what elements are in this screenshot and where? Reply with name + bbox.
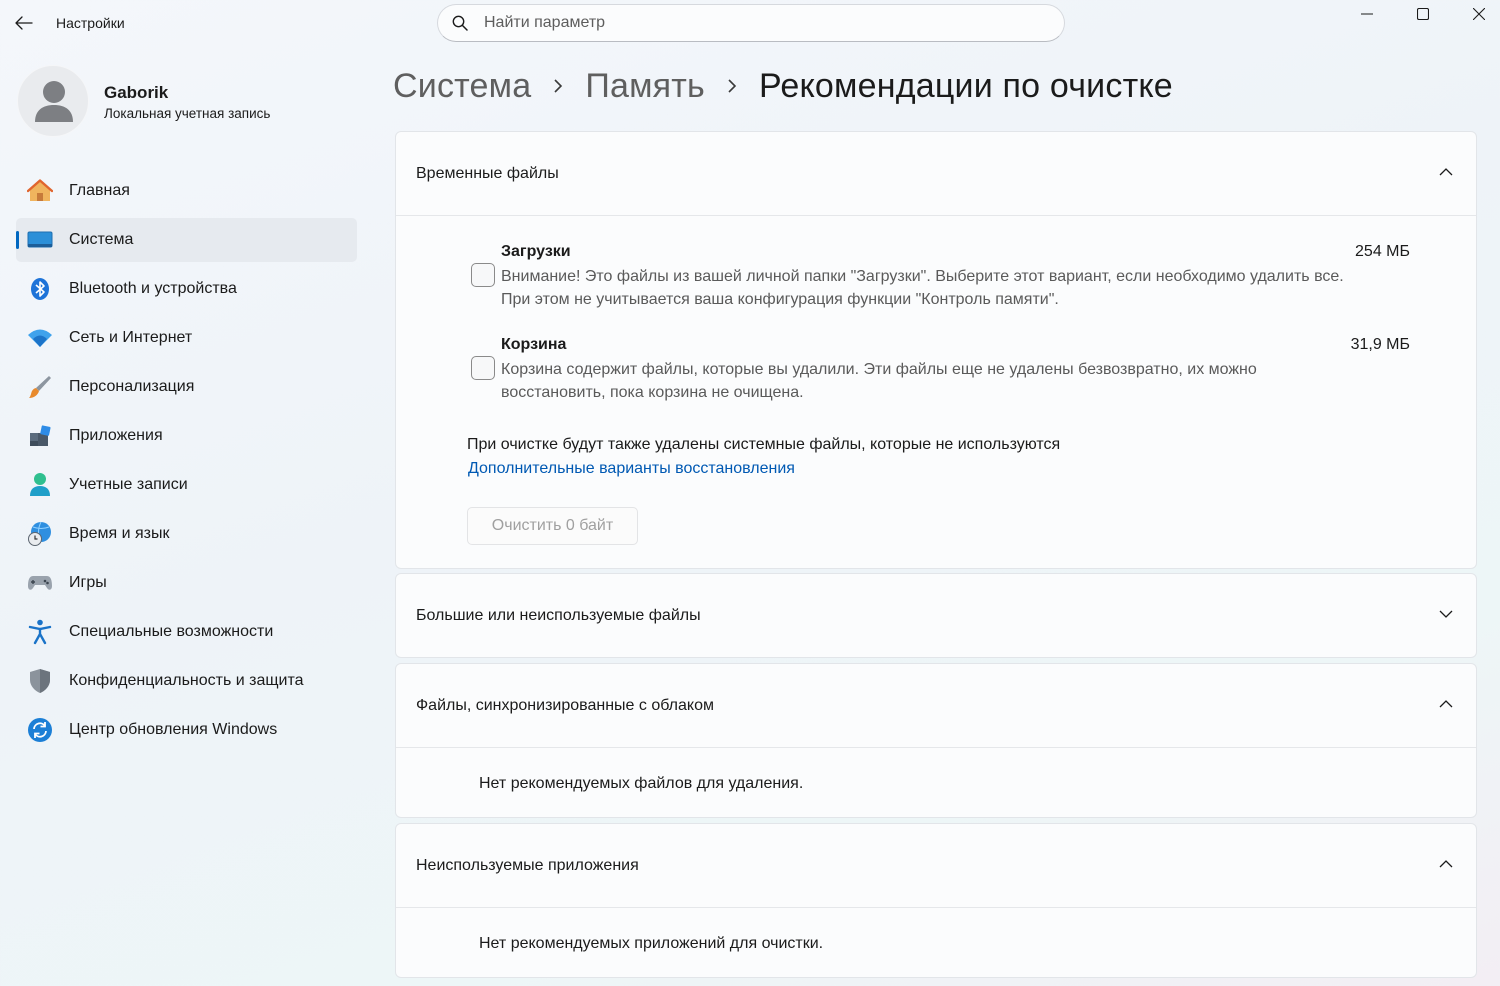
back-button[interactable] [10,10,38,36]
sidebar-item-windows-update[interactable] [16,708,357,752]
chevron-right-icon [727,78,737,94]
sidebar-item-label: Учетные записи [69,476,188,493]
minimize-icon [1361,8,1373,20]
empty-state-text: Нет рекомендуемых файлов для удаления. [479,775,804,792]
sidebar-item-time-language[interactable] [16,512,357,556]
description-line: восстановить, пока корзина не очищена. [501,384,804,401]
brush-icon [26,373,54,401]
sidebar-item-label: Bluetooth и устройства [69,280,237,297]
sidebar-item-label: Персонализация [69,378,195,395]
search-box[interactable] [437,4,1065,42]
sidebar-item-games[interactable] [16,561,357,605]
unused-apps-header[interactable] [396,824,1476,907]
apps-icon [26,422,54,450]
sidebar-item-label: Конфиденциальность и защита [69,672,304,689]
windows-update-icon [26,716,54,744]
sidebar-item-network[interactable] [16,316,357,360]
chevron-right-icon [553,78,563,94]
sidebar-item-label: Специальные возможности [69,623,274,640]
user-name: Gaborik [104,83,169,102]
temp-files-header[interactable] [396,132,1476,215]
breadcrumb-item-storage[interactable]: Память [585,66,705,105]
maximize-icon [1417,8,1429,20]
chevron-up-icon[interactable] [1438,856,1454,872]
breadcrumb-item-system[interactable]: Система [393,66,532,105]
title-bar [0,0,1500,46]
clean-button[interactable]: Очистить 0 байт [467,507,638,545]
gamepad-icon [26,569,54,597]
section-title: Временные файлы [416,164,559,182]
section-title: Неиспользуемые приложения [416,856,639,874]
cloud-files-header[interactable] [396,664,1476,747]
sidebar-item-label: Система [69,231,134,248]
divider [396,907,1476,908]
divider [396,215,1476,216]
file-name: Корзина [501,336,567,353]
file-description [501,265,1421,311]
time-language-icon [26,520,54,548]
file-description [501,358,1421,404]
home-icon [26,177,54,205]
shield-icon [26,667,54,695]
file-size: 31,9 МБ [1350,336,1410,353]
large-files-header[interactable] [396,574,1476,657]
downloads-checkbox[interactable] [471,263,495,287]
sidebar-item-label: Сеть и Интернет [69,329,193,346]
app-title: Настройки [56,15,125,31]
avatar [17,65,89,137]
chevron-down-icon[interactable] [1438,606,1454,622]
bluetooth-icon [26,275,54,303]
close-icon [1473,8,1485,20]
system-display-icon [26,226,54,254]
divider [396,747,1476,748]
maximize-button[interactable] [1398,0,1448,28]
accessibility-icon [26,618,54,646]
sidebar-item-label: Главная [69,182,130,199]
description-line: Внимание! Это файлы из вашей личной папки "Загрузки". Выберите этот вариант, если необходимо удалить все. [501,268,1344,285]
section-title: Файлы, синхронизированные с облаком [416,696,714,714]
back-arrow-icon [15,16,33,30]
sidebar-item-bluetooth[interactable] [16,267,357,311]
breadcrumb [393,64,1173,108]
sidebar-item-system[interactable] [16,218,357,262]
recycle-bin-checkbox[interactable] [471,356,495,380]
user-avatar-icon [18,66,89,137]
file-name: Загрузки [501,243,571,260]
accounts-icon [26,471,54,499]
page-title: Рекомендации по очистке [758,66,1173,105]
sidebar-item-accounts[interactable] [16,463,357,507]
sidebar-item-accessibility[interactable] [16,610,357,654]
sidebar-item-label: Приложения [69,427,163,444]
sidebar-item-apps[interactable] [16,414,357,458]
sidebar-nav [16,169,357,757]
empty-state-text: Нет рекомендуемых приложений для очистки. [479,935,824,952]
section-title: Большие или неиспользуемые файлы [416,606,701,624]
sidebar-item-personalization[interactable] [16,365,357,409]
description-line: Корзина содержит файлы, которые вы удалили. Эти файлы еще не удалены безвозвратно, их можно [501,361,1257,378]
large-files-section [395,573,1477,658]
close-button[interactable] [1454,0,1500,28]
minimize-button[interactable] [1342,0,1392,28]
account-type: Локальная учетная запись [104,106,271,121]
chevron-up-icon[interactable] [1438,696,1454,712]
search-icon [452,15,468,31]
recovery-options-link[interactable]: Дополнительные варианты восстановления [468,460,795,477]
sidebar-item-home[interactable] [16,169,357,213]
cloud-files-section [395,663,1477,818]
sidebar-item-privacy[interactable] [16,659,357,703]
unused-apps-section [395,823,1477,978]
sidebar-item-label: Центр обновления Windows [69,721,278,738]
user-profile[interactable] [17,65,347,137]
wifi-icon [26,324,54,352]
sidebar-item-label: Игры [69,574,107,591]
temp-files-section [395,131,1477,569]
chevron-up-icon[interactable] [1438,164,1454,180]
sidebar-item-label: Время и язык [69,525,170,542]
description-line: При этом не учитывается ваша конфигурация функции "Контроль памяти". [501,291,1059,308]
file-size: 254 МБ [1355,243,1410,260]
system-files-note: При очистке будут также удалены системные файлы, которые не используются [467,436,1061,453]
search-input[interactable] [484,14,1044,32]
